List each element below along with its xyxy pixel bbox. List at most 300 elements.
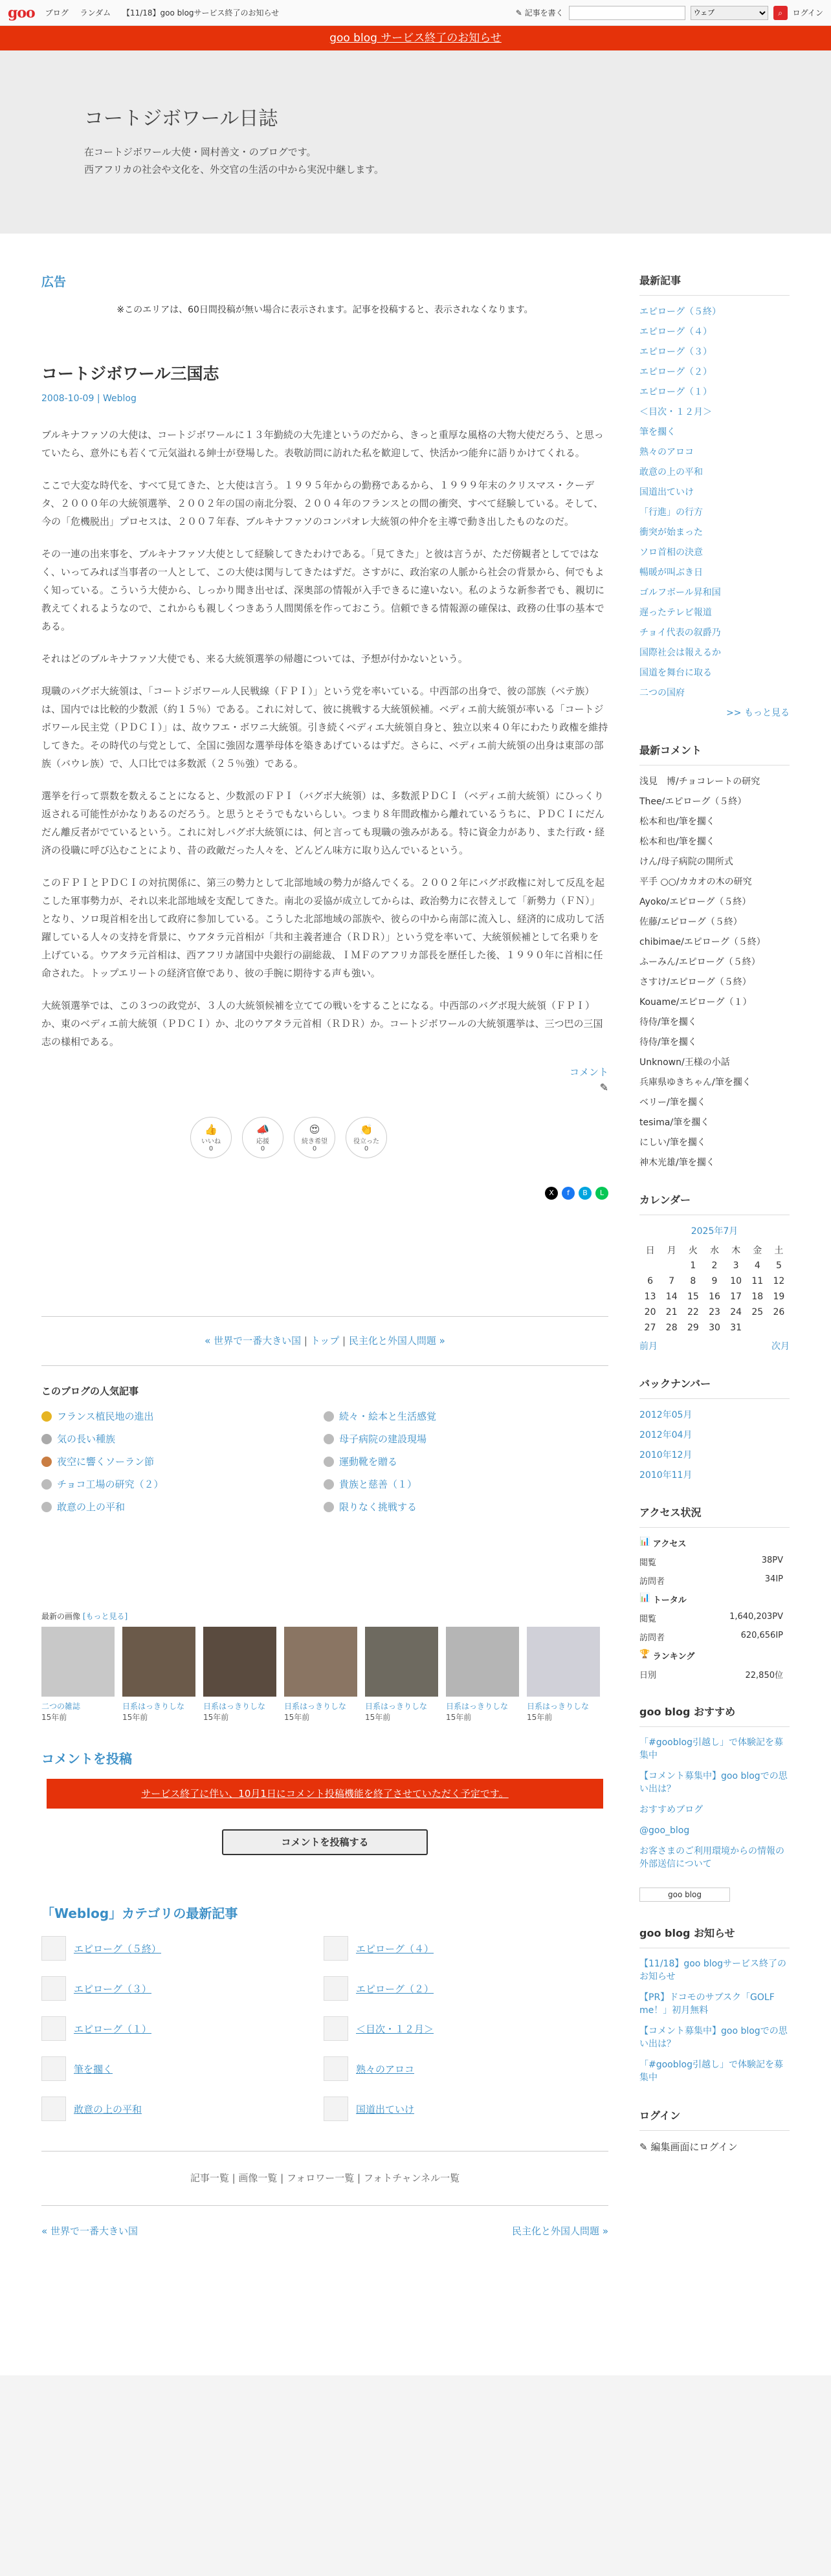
comment-item[interactable]: 松本和也/筆を擱く — [639, 817, 715, 827]
access-heading-label: ランキング — [652, 1652, 695, 1662]
top-nav — [45, 7, 288, 18]
reco-item[interactable]: おすすめブログ — [639, 1805, 704, 1815]
backnum-item[interactable]: 2012年05月 — [639, 1410, 692, 1420]
calendar-day: 6 — [647, 1276, 654, 1286]
calendar-prev[interactable]: 前月 — [639, 1341, 658, 1352]
blog-desc-2: 西アフリカの社会や文化を、外交官の生活の中から実況中継します。 — [84, 164, 384, 175]
comment-item[interactable]: Ayoko/エピローグ（５終） — [639, 897, 751, 907]
recent-item[interactable]: 衝突が始まった — [639, 527, 703, 538]
sidebar — [639, 272, 790, 2177]
comment-item[interactable]: 神木光雄/筆を擱く — [639, 1158, 715, 1168]
popular-item[interactable] — [324, 1477, 606, 1491]
image-age: 15年前 — [446, 1713, 472, 1722]
image-caption[interactable]: 日系はっきりしな — [203, 1702, 266, 1711]
reco-item[interactable]: 【コメント募集中】goo blogでの思い出は？ — [639, 1771, 788, 1794]
recent-item[interactable]: ＜目次・１２月＞ — [639, 407, 712, 417]
popular-item[interactable] — [41, 1500, 324, 1514]
reactions — [41, 1117, 608, 1158]
recent-item[interactable]: 「行進」の行方 — [639, 507, 703, 518]
calendar-week — [639, 1320, 790, 1336]
dot-icon — [324, 1411, 334, 1422]
calendar-day: 4 — [754, 1260, 760, 1271]
recommend — [639, 1704, 790, 1902]
news-item[interactable]: 【コメント募集中】goo blogでの思い出は？ — [639, 2026, 788, 2049]
category-item[interactable] — [41, 1976, 324, 2001]
dot-icon — [41, 1479, 52, 1490]
reaction-useful[interactable] — [346, 1117, 387, 1158]
category-item-label: エピローグ（４） — [356, 1943, 434, 1955]
calendar-day: 31 — [730, 1323, 742, 1333]
news-item[interactable]: 【PR】ドコモのサブスク「GOLF me！」初月無料 — [639, 1992, 775, 2016]
calendar-day: 3 — [733, 1260, 739, 1271]
login-link-row — [639, 2140, 790, 2153]
weekday: 木 — [731, 1246, 741, 1256]
weekday: 月 — [667, 1246, 676, 1256]
access-heading: 📊 トータル — [639, 1593, 687, 1605]
image-caption[interactable]: 二つの雑誌 — [41, 1702, 81, 1711]
pager-top[interactable]: トップ — [310, 1335, 340, 1347]
article-thumb-icon — [324, 2016, 348, 2041]
recent-comments — [639, 742, 790, 1169]
crown-bronze-icon — [41, 1457, 52, 1467]
image-item[interactable] — [203, 1627, 276, 1723]
x-share-icon[interactable]: X — [545, 1187, 558, 1200]
popular-item[interactable] — [41, 1409, 324, 1423]
images-title — [41, 1611, 608, 1622]
calendar-day: 10 — [730, 1276, 742, 1286]
post-paragraph: その一連の出来事を、ブルキナファソ大使として経験してきたわけである。「見てきた」と彼は言うが、ただ傍観者としてではなく、いってみれば当事者の一人として、この大使は関与してきたはずだ。さすがに、政治家の人脈から社会の背景から、何でもよく知っている。こういう大使から、しっかり聞き出せば、深奥部の情報が入手できるに違いない。私のような新参者でも、親切に教えてくれるようなので、これからも親しくつきあう人間関係を作っておこう。信頼できる情報源の確保は、政務の仕事の基本である。 — [41, 548, 605, 632]
reco-item[interactable]: @goo_blog — [639, 1825, 690, 1836]
blog-header — [0, 50, 831, 234]
popular-item-label: 夜空に響くソーラン節 — [57, 1456, 155, 1468]
divider — [41, 2205, 608, 2206]
calendar-day: 8 — [690, 1276, 696, 1286]
category-item-label: 熟々のアロコ — [356, 2063, 415, 2075]
calendar-day — [747, 1320, 768, 1336]
access-heading-label: アクセス — [652, 1539, 687, 1549]
comment-item[interactable]: 平手 ○○/カカオの木の研究 — [639, 877, 752, 887]
image-item[interactable] — [41, 1627, 115, 1723]
main-column — [41, 272, 608, 2238]
image-caption[interactable]: 日系はっきりしな — [446, 1702, 509, 1711]
recent-item[interactable]: 国道出ていけ — [639, 487, 694, 498]
article-thumb-icon — [41, 2056, 66, 2081]
popular-item[interactable] — [324, 1432, 606, 1446]
comment-item[interactable]: Kouame/エピローグ（１） — [639, 997, 752, 1007]
category-item-label: 筆を擱く — [74, 2063, 113, 2075]
weekday: 金 — [753, 1246, 762, 1256]
dot-icon — [41, 1502, 52, 1512]
bottom-nav — [41, 2224, 608, 2238]
post-paragraph: このＦＰＩとＰＤＣＩの対抗関係に、第三の勢力として北部地域の勢力が絡んでくる。２００２年にバグボ政権に対して反乱を起こした軍事勢力が、それ以来北部地域を支配してきた。南北の妥協が成立してからは、政治勢力に衣替えして「新勢力（ＦＮ）」となり、ソロ現首相を出して政府に参加している。こうした北部地域の部族や、彼らの中から南部に流入し、経済的に成功して活躍している人々の支持を背景に、ウアタラ元首相が「共和主義者連合（ＲＤＲ）」という党を率いて、大統領候補として名乗りを上げている。ウアタラ元首相は、西アフリカ諸国中央銀行の副総裁、ＩＭＦのアフリカ部長を歴任した後、１９９０年に首相に任命された。トップエリートの経済官僚であり、彼の手腕に期待する声も強い。 — [41, 877, 605, 979]
access-value: 22,850位 — [745, 1671, 783, 1680]
news-item[interactable]: 【11/18】goo blogサービス終了のお知らせ — [639, 1959, 787, 1982]
calendar-day: 17 — [730, 1292, 742, 1302]
reco-title: goo blog おすすめ — [639, 1704, 790, 1727]
image-age: 15年前 — [203, 1713, 229, 1722]
popular-item[interactable] — [324, 1409, 606, 1423]
hatena-share-icon[interactable]: B — [579, 1187, 592, 1200]
access-label: 訪問者 — [639, 1633, 665, 1643]
nav-notice[interactable]: 【11/18】goo blogサービス終了のお知らせ — [122, 8, 280, 17]
calendar-day: 2 — [711, 1260, 718, 1271]
access-stats — [639, 1504, 790, 1680]
login-link[interactable]: ログイン — [792, 8, 823, 17]
access-value: 1,640,203PV — [729, 1612, 783, 1622]
access-label: 閲覧 — [639, 1614, 657, 1624]
image-age: 15年前 — [284, 1713, 310, 1722]
calendar-day: 20 — [644, 1307, 656, 1317]
bottom-prev-link[interactable]: « 世界で一番大きい国 — [41, 2225, 138, 2237]
comment-item[interactable]: 佐藤/エピローグ（５終） — [639, 917, 742, 927]
post-body — [41, 426, 608, 1051]
images-more-link[interactable]: [もっと見る] — [82, 1612, 128, 1621]
weekday: 水 — [709, 1246, 719, 1256]
calendar-week — [639, 1305, 790, 1320]
image-age: 15年前 — [122, 1713, 148, 1722]
access-row — [639, 1612, 790, 1624]
image-thumbnail[interactable] — [446, 1627, 519, 1697]
popular-title: このブログの人気記事 — [41, 1385, 139, 1397]
calendar-day: 12 — [773, 1276, 785, 1286]
search-icon[interactable]: ⌕ — [773, 6, 788, 20]
recent-item[interactable]: ソロ首相の決意 — [639, 547, 703, 558]
comment-item[interactable]: けん/母子病院の開所式 — [639, 857, 733, 867]
access-label: 日別 — [639, 1671, 657, 1680]
comment-end-notice[interactable]: サービス終了に伴い、10月1日にコメント投稿機能を終了させていただく予定です。 — [47, 1779, 603, 1809]
category-item[interactable] — [41, 2016, 324, 2041]
calendar-week — [639, 1273, 790, 1289]
megaphone-icon: 📣 — [256, 1123, 269, 1136]
comment-item[interactable]: chibimae/エピローグ（５終） — [639, 937, 766, 947]
images-title-label: 最新の画像 — [41, 1612, 81, 1621]
popular-item-label: 貴族と慈善（１） — [339, 1479, 417, 1490]
calendar-day: 19 — [773, 1292, 785, 1302]
search-input[interactable] — [569, 6, 685, 20]
category-item-label: 敢意の上の平和 — [74, 2103, 142, 2115]
access-row — [639, 1556, 790, 1568]
recent-item[interactable]: エピローグ（３） — [639, 347, 712, 357]
calendar-day — [639, 1258, 661, 1273]
popular-item-label: 敢意の上の平和 — [57, 1501, 126, 1513]
write-post-link[interactable]: ✎ 記事を書く — [515, 8, 564, 17]
calendar-day: 28 — [665, 1323, 678, 1333]
post-paragraph: 現職のバグボ大統領は、「コートジボワール人民戦線（ＦＰＩ）」という党を率いている。中西部の出身で、彼の部族（ベテ族）は、国内では比較的少数派（約１５％）である。これに対して、彼に挑戦する大統領候補。ベディエ前大統領が率いる「コートジボワール民主党（ＰＤＣＩ）」は、故ウフエ・ボワニ大統領。引き続くベディエ大統領自身と、独立以来４０年にわたり政権を維持してきた。その時代の与党として、全国に強固な選挙母体を築きあげているはずだ。さらに、ベディエ前大統領の出身は東部の部族（バウレ族）で、人口比では多数派（２５％強）である。 — [41, 685, 608, 769]
image-caption[interactable]: 日系はっきりしな — [122, 1702, 185, 1711]
calendar-table — [639, 1242, 790, 1336]
calendar-day: 16 — [709, 1292, 720, 1302]
post-comment-button[interactable]: コメントを投稿する — [222, 1829, 428, 1855]
recent-item[interactable]: 熟々のアロコ — [639, 447, 694, 457]
category-item-label: エピローグ（３） — [74, 1983, 152, 1995]
backnum-item[interactable]: 2012年04月 — [639, 1430, 692, 1440]
calendar-day: 21 — [665, 1307, 678, 1317]
calendar-day: 14 — [665, 1292, 678, 1302]
post-date[interactable]: 2008-10-09 — [41, 393, 94, 404]
recent-more-link[interactable]: >> もっと見る — [726, 708, 790, 718]
category-item[interactable] — [324, 2056, 606, 2081]
reco-item[interactable]: お客さまのご利用環境からの情報の外部送信について — [639, 1846, 784, 1869]
image-item[interactable] — [122, 1627, 195, 1723]
popular-item[interactable] — [324, 1455, 606, 1468]
recent-item[interactable]: 国際社会は報えるか — [639, 648, 721, 658]
bottom-next-link[interactable]: 民主化と外国人問題 » — [512, 2225, 608, 2237]
calendar-next[interactable]: 次月 — [771, 1341, 790, 1352]
post-title[interactable]: コートジボワール三国志 — [41, 364, 219, 383]
line-share-icon[interactable]: L — [595, 1187, 608, 1200]
facebook-share-icon[interactable]: f — [562, 1187, 575, 1200]
calendar-day — [768, 1320, 790, 1336]
calendar-day: 26 — [773, 1307, 785, 1317]
pager-prev[interactable]: « 世界で一番大きい国 — [205, 1335, 302, 1347]
post-meta: 2008-10-09 | Weblog — [41, 393, 137, 404]
comment-item[interactable]: Unknown/王様の小話 — [639, 1057, 730, 1068]
access-row — [639, 1574, 790, 1587]
access-row — [639, 1631, 790, 1643]
recent-title: 最新記事 — [639, 272, 790, 296]
article-thumb-icon — [324, 2056, 348, 2081]
comment-item[interactable]: 浅見 博/チョコレートの研究 — [639, 776, 760, 787]
back-numbers — [639, 1376, 790, 1481]
image-caption[interactable]: 日系はっきりしな — [527, 1702, 590, 1711]
calendar-weekdays — [639, 1242, 790, 1258]
category-item[interactable] — [324, 2097, 606, 2121]
post-paragraph: 選挙を行って票数を数えることになると、少数派のＦＰＩ（バグボ大統領）は、多数派ＰＤＣＩ（ベディエ前大統領）にひっくり返される可能性がかなりあるのだろう。と思うとそうでもないらしい。つまり８年間政権から離れているうちに、ＰＤＣＩにだんだん離反者がでているという。これに対しバグボ大統領には、何と言っても現職の強みがある。特に資金力があり、また行政・経済の役職に呼び込むことにより、昔の政敵だった人々を、どんどん味方に取り込んでいるという。 — [41, 790, 605, 856]
popular-item[interactable] — [41, 1432, 324, 1446]
divider — [41, 2151, 608, 2152]
calendar-day: 13 — [644, 1292, 656, 1302]
popular-item-label: 続々・絵本と生活感覚 — [339, 1411, 437, 1422]
recent-item[interactable]: 二つの国府 — [639, 688, 685, 698]
ad-title: 広告 — [41, 275, 67, 289]
calendar-day: 18 — [751, 1292, 764, 1302]
footer-links[interactable]: 記事一覧 | 画像一覧 | フォロワー一覧 | フォトチャンネル一覧 — [190, 2172, 460, 2184]
calendar-nav — [639, 1339, 790, 1352]
calendar-title: カレンダー — [639, 1192, 790, 1215]
category-item[interactable] — [324, 1936, 606, 1961]
divider — [41, 1316, 608, 1317]
divider — [41, 1365, 608, 1366]
image-thumbnail[interactable] — [527, 1627, 600, 1697]
login-edit-link[interactable]: 編集画面にログイン — [650, 2141, 738, 2153]
reaction-like[interactable] — [190, 1117, 232, 1158]
post-paragraph: ここで大変な時代を、すべて見てきた、と大使は言う。１９９５年からの勤務であるから、１９９９年末のクリスマス・クーデタ、２０００年の大統領選挙、２００２年の国の南北分裂、２００４年のフランスとの間の衝突、すべて経験している。そして、今の「危機脱出」プロセスは、２００７年春、ブルキナファソのコンパオレ大統領の仲介を主導で動き出したものなのだ。 — [41, 479, 604, 527]
dot-icon — [324, 1457, 334, 1467]
calendar-day: 24 — [730, 1307, 742, 1317]
backnum-list — [639, 1408, 790, 1481]
top-right — [516, 6, 823, 20]
weekday: 日 — [645, 1246, 655, 1256]
comment-item[interactable]: tesima/筆を擱く — [639, 1117, 710, 1128]
category-item-label: エピローグ（１） — [74, 2023, 152, 2035]
pager-next[interactable]: 民主化と外国人問題 » — [348, 1335, 445, 1347]
category-item[interactable] — [41, 1936, 324, 1961]
login-box — [639, 2108, 790, 2153]
search-scope-select[interactable] — [691, 6, 768, 20]
nav-random[interactable]: ランダム — [80, 8, 111, 17]
top-bar — [0, 0, 831, 26]
calendar-day: 25 — [751, 1307, 764, 1317]
share-buttons — [41, 1187, 608, 1200]
access-row — [639, 1668, 790, 1680]
recent-posts — [639, 272, 790, 719]
backnum-item[interactable]: 2010年11月 — [639, 1470, 692, 1481]
calendar-day: 7 — [669, 1276, 675, 1286]
image-thumbnail[interactable] — [41, 1627, 115, 1697]
reaction-count: 0 — [208, 1145, 214, 1152]
reaction-label: いいね — [201, 1138, 221, 1145]
category-item[interactable] — [324, 2016, 606, 2041]
access-label: 訪問者 — [639, 1577, 665, 1587]
reaction-more[interactable] — [294, 1117, 335, 1158]
nav-blog[interactable]: ブログ — [45, 8, 69, 17]
image-caption[interactable]: 日系はっきりしな — [284, 1702, 347, 1711]
image-age: 15年前 — [527, 1713, 553, 1722]
calendar-day: 1 — [690, 1260, 696, 1271]
post-paragraph: それはどのブルキナファソ大使でも、来る大統領選挙の帰趨については、予想が付かないという。 — [41, 653, 468, 665]
category-list — [41, 1936, 608, 2121]
recent-item[interactable]: チョイ代表の叙爵乃 — [639, 628, 721, 638]
blog-title[interactable]: コートジボワール日誌 — [84, 107, 278, 130]
recent-item[interactable]: 筆を擱く — [639, 427, 676, 437]
calendar-day: 29 — [687, 1323, 699, 1333]
recent-item[interactable]: エピローグ（１） — [639, 387, 712, 397]
calendar — [639, 1192, 790, 1352]
post-category[interactable]: Weblog — [103, 393, 137, 404]
calendar-day: 22 — [687, 1307, 699, 1317]
calendar-day — [661, 1258, 682, 1273]
category-title: 「Weblog」カテゴリの最新記事 — [41, 1906, 238, 1921]
category-item-label: ＜目次・１２月＞ — [356, 2023, 434, 2035]
news — [639, 1925, 790, 2084]
smile-icon: 😍 — [309, 1123, 320, 1136]
service-end-notice[interactable]: goo blog サービス終了のお知らせ — [0, 26, 831, 50]
comment-item[interactable]: 待侍/筆を擱く — [639, 1017, 697, 1028]
recent-item[interactable]: 暢暖が叫ぶき日 — [639, 567, 703, 578]
dot-icon — [324, 1502, 334, 1512]
post-comment-title: コメントを投稿 — [41, 1751, 132, 1767]
popular-item[interactable] — [324, 1500, 606, 1514]
calendar-day: 30 — [709, 1323, 720, 1333]
category-item[interactable] — [324, 1976, 606, 2001]
comment-item[interactable]: ふーみん/エピローグ（５終） — [639, 957, 760, 967]
popular-item-label: チョコ工場の研究（２） — [57, 1479, 164, 1490]
access-title: アクセス状況 — [639, 1504, 790, 1528]
access-value: 620,656IP — [740, 1631, 783, 1640]
crown-gold-icon — [41, 1411, 52, 1422]
category-item[interactable] — [41, 2097, 324, 2121]
category-item-label: エピローグ（２） — [356, 1983, 434, 1995]
popular-list — [41, 1409, 608, 1514]
backnum-item[interactable]: 2010年12月 — [639, 1450, 692, 1460]
reco-item[interactable]: 「#gooblog引越し」で体験記を募集中 — [639, 1737, 783, 1761]
access-table — [639, 1537, 790, 1680]
calendar-day: 15 — [687, 1292, 699, 1302]
recent-item[interactable]: ゴルフボール昇和国 — [639, 588, 721, 598]
goo-blog-badge[interactable]: goo blog — [639, 1888, 730, 1902]
reaction-cheer[interactable] — [242, 1117, 283, 1158]
popular-item[interactable] — [41, 1455, 324, 1468]
news-title: goo blog お知らせ — [639, 1925, 790, 1948]
comment-item[interactable]: にしい/筆を擱く — [639, 1138, 706, 1148]
post-pager: « 世界で一番大きい国 | トップ | 民主化と外国人問題 » — [205, 1335, 445, 1347]
image-thumbnail[interactable] — [203, 1627, 276, 1697]
comments-list — [639, 775, 790, 1169]
popular-item[interactable] — [41, 1477, 324, 1491]
thumbs-up-icon: 👍 — [205, 1123, 217, 1136]
edit-pencil-icon[interactable]: ✎ — [599, 1081, 608, 1094]
comment-link[interactable]: コメント — [569, 1066, 608, 1078]
news-item[interactable]: 「#gooblog引越し」で体験記を募集中 — [639, 2060, 783, 2083]
recent-item[interactable]: エピローグ（４） — [639, 327, 712, 337]
comments-title: 最新コメント — [639, 742, 790, 765]
post-paragraph: ブルキナファソの大使は、コートジボワールに１３年勤続の大先達というのだから、きっと重厚な風格の大物大使だろう、と思っていたら、意外にも若くて元気溢れる紳士が登場した。表敬訪問に訪れた私を歓迎して、快活かつ能弁に語りかけてくれる。 — [41, 429, 604, 459]
goo-logo[interactable]: goo — [8, 4, 35, 21]
category-item[interactable] — [41, 2056, 324, 2081]
weekday: 土 — [774, 1246, 784, 1256]
reaction-count: 0 — [312, 1145, 317, 1152]
reaction-label: 役立った — [353, 1138, 379, 1145]
calendar-day: 11 — [751, 1276, 764, 1286]
image-item[interactable] — [527, 1627, 600, 1723]
image-item[interactable] — [284, 1627, 357, 1723]
reco-list — [639, 1736, 790, 1871]
calendar-week — [639, 1289, 790, 1305]
access-heading: 🏆 ランキング — [639, 1649, 695, 1662]
recent-item[interactable]: 遅ったテレビ報道 — [639, 608, 712, 618]
article-thumb-icon — [41, 2097, 66, 2121]
access-value: 38PV — [761, 1556, 783, 1565]
post-paragraph: 大統領選挙では、この３つの政党が、３人の大統領候補を立てての戦いをすることになる。中西部のバグボ現大統領（ＦＰＩ）か、東のベディエ前大統領（ＰＤＣＩ）か、北のウアタラ元首相（ＲＤＲ）か。コートジボワールの大統領選挙は、三つ巴の三国志の様相である。 — [41, 1000, 603, 1048]
recent-item[interactable]: 国道を舞台に取る — [639, 668, 712, 678]
image-age: 15年前 — [365, 1713, 391, 1722]
comment-item[interactable]: さすけ/エピローグ（５終） — [639, 977, 751, 987]
comment-item[interactable]: 兵庫県ゆきちゃん/筆を擱く — [639, 1077, 751, 1088]
comment-item[interactable]: 松本和也/筆を擱く — [639, 837, 715, 847]
reaction-count: 0 — [364, 1145, 369, 1152]
image-caption[interactable]: 日系はっきりしな — [365, 1702, 428, 1711]
article-thumb-icon — [324, 2097, 348, 2121]
comment-item[interactable]: 待侍/筆を擱く — [639, 1037, 697, 1048]
recent-item[interactable]: エピローグ（５終） — [639, 307, 721, 317]
access-heading: 📊 アクセス — [639, 1537, 687, 1549]
popular-item-label: フランス植民地の進出 — [57, 1411, 154, 1422]
comment-item[interactable]: Thee/エピローグ（５終） — [639, 797, 747, 807]
recent-list — [639, 305, 790, 699]
recent-item[interactable]: エピローグ（２） — [639, 367, 712, 377]
popular-item-label: 運動靴を贈る — [339, 1456, 398, 1468]
image-age: 15年前 — [41, 1713, 67, 1722]
image-item[interactable] — [365, 1627, 438, 1723]
image-item[interactable] — [446, 1627, 519, 1723]
image-thumbnail[interactable] — [122, 1627, 195, 1697]
image-thumbnail[interactable] — [284, 1627, 357, 1697]
clap-icon: 👏 — [360, 1123, 373, 1136]
access-value: 34IP — [764, 1574, 783, 1584]
popular-item-label: 限りなく挑戦する — [339, 1501, 417, 1513]
news-list — [639, 1957, 790, 2084]
image-thumbnail[interactable] — [365, 1627, 438, 1697]
recent-item[interactable]: 敢意の上の平和 — [639, 467, 703, 478]
dot-icon — [324, 1479, 334, 1490]
calendar-day: 27 — [644, 1323, 656, 1333]
category-item-label: 国道出ていけ — [356, 2103, 415, 2115]
comment-item[interactable]: ベリー/筆を擱く — [639, 1097, 706, 1108]
article-thumb-icon — [324, 1936, 348, 1961]
write-post-label: 記事を書く — [524, 8, 564, 17]
article-thumb-icon — [41, 1936, 66, 1961]
reaction-count: 0 — [260, 1145, 265, 1152]
